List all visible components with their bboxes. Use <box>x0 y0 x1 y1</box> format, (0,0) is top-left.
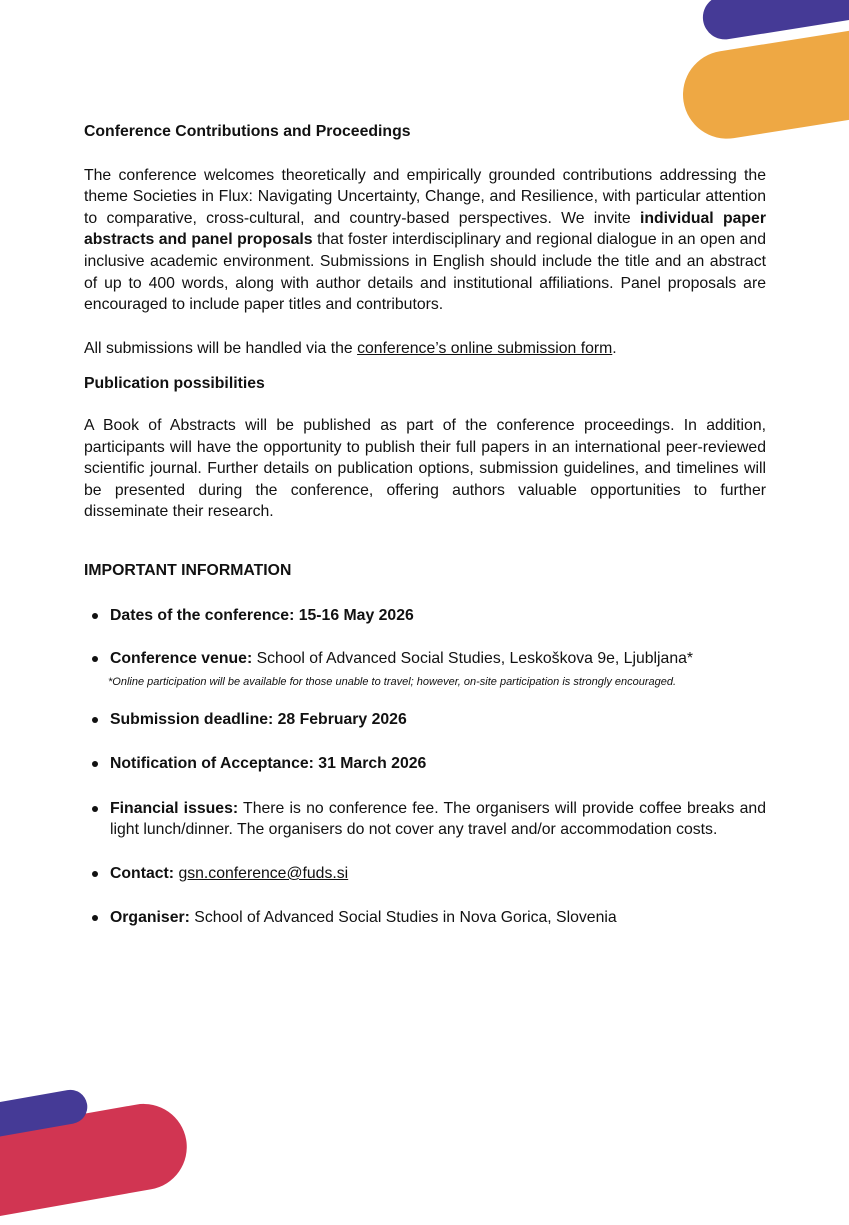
deadline-text: Submission deadline: 28 February 2026 <box>110 710 407 728</box>
contributions-heading: Conference Contributions and Proceedings <box>84 123 411 140</box>
venue-note: *Online participation will be available for those unable to travel; however, on-site participation is strongly encouraged. <box>108 675 677 688</box>
document-body <box>84 121 766 928</box>
contact-email-link[interactable]: gsn.conference@fuds.si <box>178 865 349 883</box>
info-item-notification <box>84 753 766 775</box>
contributions-text-end: that foster interdisciplinary and regional dialogue in an open and inclusive academic environment. Submissions in English should include the title and an abstract of up to 400 words, along with author details and institutional affiliations. Panel proposals are encouraged to include paper titles and contributors. <box>84 231 766 314</box>
info-item-financial <box>84 798 766 841</box>
submission-text: All submissions will be handled via the <box>84 339 358 357</box>
organiser-value: School of Advanced Social Studies in Nova Gorica, Slovenia <box>189 908 617 926</box>
contributions-paragraph <box>84 165 766 316</box>
financial-value: There is no conference fee. The organisers will provide coffee breaks and light lunch/dinner. The organisers do not cover any travel and/or accommodation costs. <box>110 799 766 839</box>
contributions-emphasis: individual paper abstracts and panel proposals <box>84 209 766 249</box>
info-list-continued <box>84 709 766 929</box>
important-info-heading: IMPORTANT INFORMATION <box>84 561 292 579</box>
organiser-label: Organiser: <box>110 908 190 926</box>
info-item-contact <box>84 863 766 885</box>
contributions-text-start: The conference welcomes theoretically and empirically grounded contributions addressing the theme Societies in Flux: Navigating Uncertainty, Change, and Resilience, with particular attention to comparative, cross-cultural, and country-based perspectives. We invite <box>84 166 766 227</box>
submission-form-link[interactable]: conference’s online submission form <box>357 339 613 357</box>
submission-text-end: . <box>612 339 617 357</box>
publication-paragraph: A Book of Abstracts will be published as part of the conference proceedings. In addition, participants will have the opportunity to publish their full papers in an international peer-reviewed scientific journal. Further details on publication options, submission guidelines, and timelines will be presented during the conference, offering authors valuable opportunities to further disseminate their research. <box>84 416 766 521</box>
notification-text: Notification of Acceptance: 31 March 2026 <box>110 755 427 773</box>
venue-label: Conference venue: <box>110 650 253 668</box>
info-item-dates <box>84 605 766 627</box>
financial-label: Financial issues: <box>110 799 239 817</box>
info-item-deadline <box>84 709 766 731</box>
dates-text: Dates of the conference: 15-16 May 2026 <box>110 606 414 624</box>
venue-value: School of Advanced Social Studies, Leskoškova 9e, Ljubljana* <box>252 650 694 668</box>
publication-heading: Publication possibilities <box>84 375 265 393</box>
submission-paragraph <box>84 338 766 360</box>
info-item-venue <box>84 648 766 670</box>
info-list <box>84 605 766 670</box>
info-item-organiser <box>84 907 766 929</box>
contact-label: Contact: <box>110 865 175 883</box>
